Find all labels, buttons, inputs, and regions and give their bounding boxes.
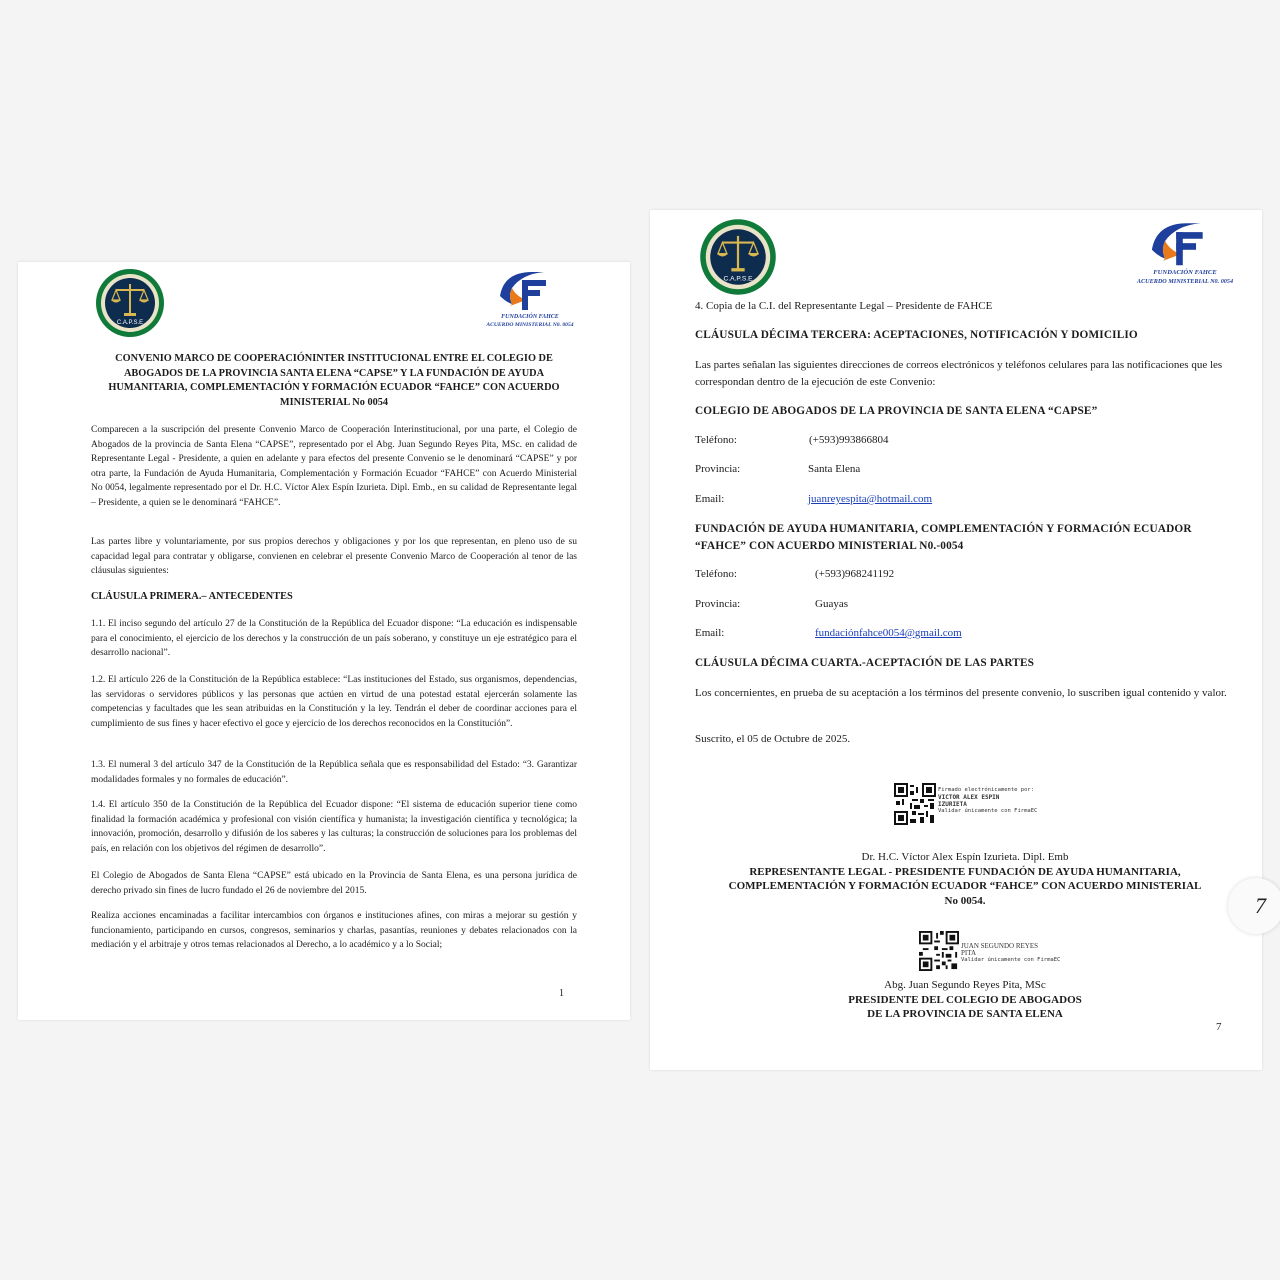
clause-13-heading: CLÁUSULA DÉCIMA TERCERA: ACEPTACIONES, NOTIFICACIÓN Y DOMICILIO [695,329,1138,341]
fahce-phone-value: (+593)968241192 [815,568,895,580]
stamp-caption: Firmado electrónicamente por: [938,787,1035,793]
province-label: Provincia: [695,463,741,475]
signer-1-title-line-1: REPRESENTANTE LEGAL - PRESIDENTE FUNDACIÓN DE AYUDA HUMANITARIA, [749,865,1181,878]
email-label: Email: [695,627,725,639]
svg-text:ACUERDO MINISTERIAL N0. 0054: ACUERDO MINISTERIAL N0. 0054 [1136,277,1234,285]
capse-contact-heading: COLEGIO DE ABOGADOS DE LA PROVINCIA DE SANTA ELENA “CAPSE” [695,405,1098,417]
capse-logo [698,218,778,301]
document-page-2 [650,210,1262,1070]
svg-text:FUNDACIÓN FAHCE: FUNDACIÓN FAHCE [501,314,559,320]
signer-1-title-line-2: COMPLEMENTACIÓN Y FORMACIÓN ECUADOR “FAHCE” CON ACUERDO MINISTERIAL [728,880,1202,892]
svg-text:FUNDACIÓN FAHCE: FUNDACIÓN FAHCE [1153,269,1217,277]
svg-text:ACUERDO MINISTERIAL N0. 0054: ACUERDO MINISTERIAL N0. 0054 [486,322,574,328]
fahce-email-link[interactable]: fundaciónfahce0054@gmail.com [815,627,962,639]
page-badge-number: 7 [1255,893,1266,918]
clause-13-text: Las partes señalan las siguientes direcciones de correos electrónicos y teléfonos celulares para las notificaciones que les correspondan dentro de la ejecución de este Convenio: [695,359,1223,388]
capse-province-row [695,463,861,475]
stamp-validation-note: Validar únicamente con FirmaEC [938,808,1038,814]
agreement-title: CONVENIO MARCO DE COOPERACIÓNINTER INSTITUCIONAL ENTRE EL COLEGIO DE ABOGADOS DE LA PROVINCIA SANTA ELENA “CAPSE” Y LA FUNDACIÓN DE AYUDA HUMANITARIA, COMPLEMENTACIÓN Y FORMACIÓN ECUADOR “FAHCE” CON ACUERDO MINISTERIAL No 0054 [108,353,560,409]
capse-logo [94,268,166,343]
stamp-signer-name: JUAN SEGUNDO REYES [961,942,1039,950]
stamp-signer-surname: PITA [961,949,976,957]
signer-2-name: Abg. Juan Segundo Reyes Pita, MSc [884,979,1046,991]
fahce-province-row [695,598,848,610]
province-label: Provincia: [695,598,741,610]
fahce-contact-heading: FUNDACIÓN DE AYUDA HUMANITARIA, COMPLEMENTACIÓN Y FORMACIÓN ECUADOR “FAHCE” CON ACUERDO MINISTERIAL N0.-0054 [695,523,1192,552]
clause-item-1-1: 1.1. El inciso segundo del artículo 27 de la Constitución de la República del Ecuador dispone: “La educación es indispensable para el conocimiento, el ejercicio de los derechos y la construcción de un país soberano, y constituye un eje estratégico para el desarrollo nacional”. [91,619,577,659]
clause-1-heading: CLÁUSULA PRIMERA.– ANTECEDENTES [91,591,293,602]
fahce-logo [1132,216,1238,293]
clause-14-text: Los concernientes, en prueba de su aceptación a los términos del presente convenio, lo suscriben igual contenido y valor. [695,687,1227,699]
capse-province-value: Santa Elena [808,463,861,475]
signature-1-stamp [938,787,1037,815]
signer-2-title-line-2: DE LA PROVINCIA DE SANTA ELENA [867,1008,1063,1020]
stamp-signer-name: VICTOR ALEX ESPIN [938,794,1000,801]
page-badge [1228,878,1280,934]
paragraph-intro: Comparecen a la suscripción del presente Convenio Marco de Cooperación Interinstitucional, por una parte, el Colegio de Abogados de la provincia de Santa Elena “CAPSE”, representado por el Abg. Juan Segundo Reyes Pita, MSc. en calidad de Representante Legal - Presidente, a quien en adelante y para efectos del presente Convenio se le denominará “CAPSE” y por otra parte, la Fundación de Ayuda Humanitaria, Complementación y Formación Ecuador “FAHCE” con Acuerdo Ministerial No 0054, legalmente representado por el Dr. H.C. Víctor Alex Espín Izurieta. Dipl. Emb., en su calidad de Representante legal – Presidente, a quien se le denominará “FAHCE”. [91,425,577,508]
page-number: 1 [559,988,564,999]
signed-date: Suscrito, el 05 de Octubre de 2025. [695,733,851,745]
email-label: Email: [695,493,725,505]
paragraph-actions: Realiza acciones encaminadas a facilitar intercambios con órganos e instituciones afines, con miras a mejorar su gestión y funcionamiento, participando en cursos, congresos, seminarios y charlas, pasantías, reuniones y debates relacionados con la mediación y el arbitraje y otros temas relacionados al Derecho, a lo académico y a lo Social; [91,911,577,951]
capse-email-row [695,493,933,505]
clause-item-1-2: 1.2. El artículo 226 de la Constitución de la República establece: “Las instituciones del Estado, sus organismos, dependencias, las servidoras o servidores públicos y las personas que actúen en virtud de una potestad estatal ejercerán solamente las competencias y facultades que les sean atribuidas en la Constitución y la ley. Tendrán el deber de coordinar acciones para el cumplimiento de sus fines y hacer efectivo el goce y ejercicio de los derechos reconocidos en la Constitución”. [91,675,577,729]
annex-item-4: 4. Copia de la C.I. del Representante Legal – Presidente de FAHCE [695,300,993,312]
svg-text:C.A.P.S.E: C.A.P.S.E [116,320,144,326]
clause-14-heading: CLÁUSULA DÉCIMA CUARTA.-ACEPTACIÓN DE LAS PARTES [695,657,1035,669]
fahce-logo [482,266,578,335]
qr-code-signature-2 [919,930,959,977]
capse-phone-value: (+593)993866804 [809,434,889,446]
svg-text:C.A.P.S.E: C.A.P.S.E [723,275,753,283]
capse-phone-row [695,434,889,446]
phone-label: Teléfono: [695,568,737,580]
qr-code-signature-1 [894,783,936,830]
signature-2-stamp [961,943,1060,964]
fahce-phone-row [695,568,895,580]
signer-1-title-line-3: No 0054. [944,894,986,907]
fahce-province-value: Guayas [815,598,848,610]
clause-item-1-3: 1.3. El numeral 3 del artículo 347 de la Constitución de la República señala que es responsabilidad del Estado: “3. Garantizar modalidades formales y no formales de educación”. [91,760,577,785]
stamp-validation-note: Validar únicamente con FirmaEC [961,957,1061,963]
phone-label: Teléfono: [695,434,737,446]
capse-email-link[interactable]: juanreyespita@hotmail.com [808,493,933,505]
signature-block-capse [680,978,1250,1022]
paragraph-capse-location: El Colegio de Abogados de Santa Elena “CAPSE” está ubicado en la Provincia de Santa Elena, es una persona jurídica de derecho privado sin fines de lucro fundado el 26 de noviembre del 2015. [91,871,577,896]
document-page-1 [18,262,630,1020]
fahce-email-row [695,627,962,639]
signature-block-fahce [680,850,1250,908]
stamp-signer-surname: IZURIETA [938,801,967,808]
signer-2-title-line-1: PRESIDENTE DEL COLEGIO DE ABOGADOS [848,993,1082,1006]
paragraph-parties: Las partes libre y voluntariamente, por sus propios derechos y obligaciones y por los que representan, en pleno uso de su capacidad legal para contratar y obligarse, convienen en celebrar el presente Convenio Marco de Cooperación al tenor de las cláusulas siguientes: [91,537,577,577]
page-number: 7 [1216,1021,1222,1033]
clause-item-1-4: 1.4. El artículo 350 de la Constitución de la República del Ecuador dispone: “El sistema de educación superior tiene como finalidad la formación académica y profesional con visión científica y humanista; la investigación científica y tecnológica; la innovación, promoción, desarrollo y difusión de los saberes y las culturas; la construcción de soluciones para los problemas del país, en relación con los objetivos del régimen de desarrollo”. [91,800,577,854]
signer-1-name: Dr. H.C. Víctor Alex Espín Izurieta. Dipl. Emb [861,851,1069,863]
